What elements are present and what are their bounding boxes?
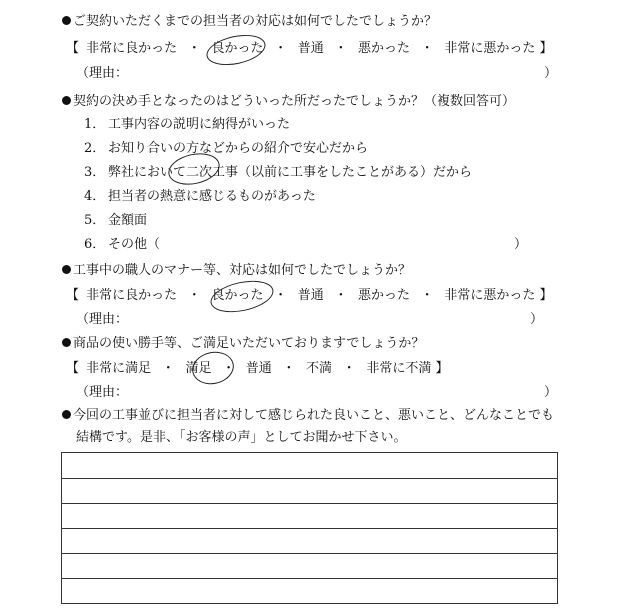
q4-option-5[interactable]: 非常に不満	[366, 361, 432, 376]
comment-line	[62, 528, 557, 529]
bullet-icon	[62, 265, 71, 274]
q1-option-2[interactable]: 良かった	[211, 41, 264, 56]
question-1-options[interactable]: 【 非常に良かった ・ 良かった ・ 普通 ・ 悪かった ・ 非常に悪かった 】	[66, 41, 553, 56]
bullet-icon	[62, 410, 71, 419]
q4-option-4[interactable]: 不満	[306, 361, 333, 376]
question-3-text: 工事中の職人のマナー等、対応は如何でしたでしょうか？	[73, 263, 412, 278]
bullet-icon	[62, 96, 71, 105]
q1-option-5[interactable]: 非常に悪かった	[444, 41, 536, 56]
comment-line	[62, 578, 557, 579]
handwritten-circle	[208, 276, 277, 318]
question-5	[62, 408, 554, 424]
q1-option-1[interactable]: 非常に良かった	[86, 41, 178, 56]
question-3-reason[interactable]: （理由： ）	[76, 312, 544, 327]
q4-option-2[interactable]: 満足	[185, 361, 212, 376]
question-5-text-line2: 結構です。是非、「お客様の声」としてお聞かせ下さい。	[76, 430, 407, 445]
question-2-text: 契約の決め手となったのはどういった所だったでしょうか？（複数回答可）	[73, 94, 516, 109]
question-4-reason[interactable]: （理由： ）	[76, 385, 558, 400]
q3-option-2[interactable]: 良かった	[211, 288, 264, 303]
q2-item-2[interactable]: 2． お知り合いの方などからの紹介で安心だから	[84, 141, 369, 156]
question-2	[62, 94, 515, 110]
reason-label: （理由：	[76, 66, 129, 81]
q3-option-1[interactable]: 非常に良かった	[86, 288, 178, 303]
q4-option-3[interactable]: 普通	[245, 361, 272, 376]
comment-line	[62, 503, 557, 504]
question-3-options[interactable]: 【 非常に良かった ・ 良かった ・ 普通 ・ 悪かった ・ 非常に悪かった 】	[66, 288, 553, 303]
bullet-icon	[62, 338, 71, 347]
question-4	[62, 336, 424, 352]
question-1-reason[interactable]: （理由： ）	[76, 66, 558, 81]
q3-option-3[interactable]: 普通	[297, 288, 324, 303]
question-3	[62, 263, 411, 279]
q2-item-4[interactable]: 4． 担当者の熱意に感じるものがあった	[84, 189, 316, 204]
comment-line	[62, 478, 557, 479]
reason-label: （理由：	[76, 312, 129, 327]
q2-item-3[interactable]: 3． 弊社において二次工事（以前に工事をしたことがある）だから	[84, 165, 473, 180]
question-1	[62, 14, 437, 30]
q3-option-4[interactable]: 悪かった	[358, 288, 411, 303]
q1-option-4[interactable]: 悪かった	[358, 41, 411, 56]
handwritten-circle	[189, 348, 237, 388]
comment-box[interactable]	[61, 452, 558, 604]
q2-item-1[interactable]: 1． 工事内容の説明に納得がいった	[84, 117, 291, 132]
q1-option-3[interactable]: 普通	[297, 41, 324, 56]
q2-item-5[interactable]: 5． 金額面	[84, 213, 148, 228]
q2-item-6[interactable]: 6． その他（ ）	[84, 237, 528, 252]
comment-line	[62, 553, 557, 554]
question-1-text: ご契約いただくまでの担当者の対応は如何でしたでしょうか？	[73, 14, 438, 29]
question-5-text-line1: 今回の工事並びに担当者に対して感じられた良いこと、悪いこと、どんなことでも	[73, 408, 555, 423]
question-4-options[interactable]: 【 非常に満足 ・ 満足 ・ 普通 ・ 不満 ・ 非常に不満 】	[66, 361, 449, 376]
question-4-text: 商品の使い勝手等、ご満足いただいておりますでしょうか？	[73, 336, 425, 351]
bullet-icon	[62, 16, 71, 25]
reason-label: （理由：	[76, 385, 129, 400]
q3-option-5[interactable]: 非常に悪かった	[444, 288, 536, 303]
handwritten-circle	[204, 30, 269, 70]
q4-option-1[interactable]: 非常に満足	[86, 361, 152, 376]
